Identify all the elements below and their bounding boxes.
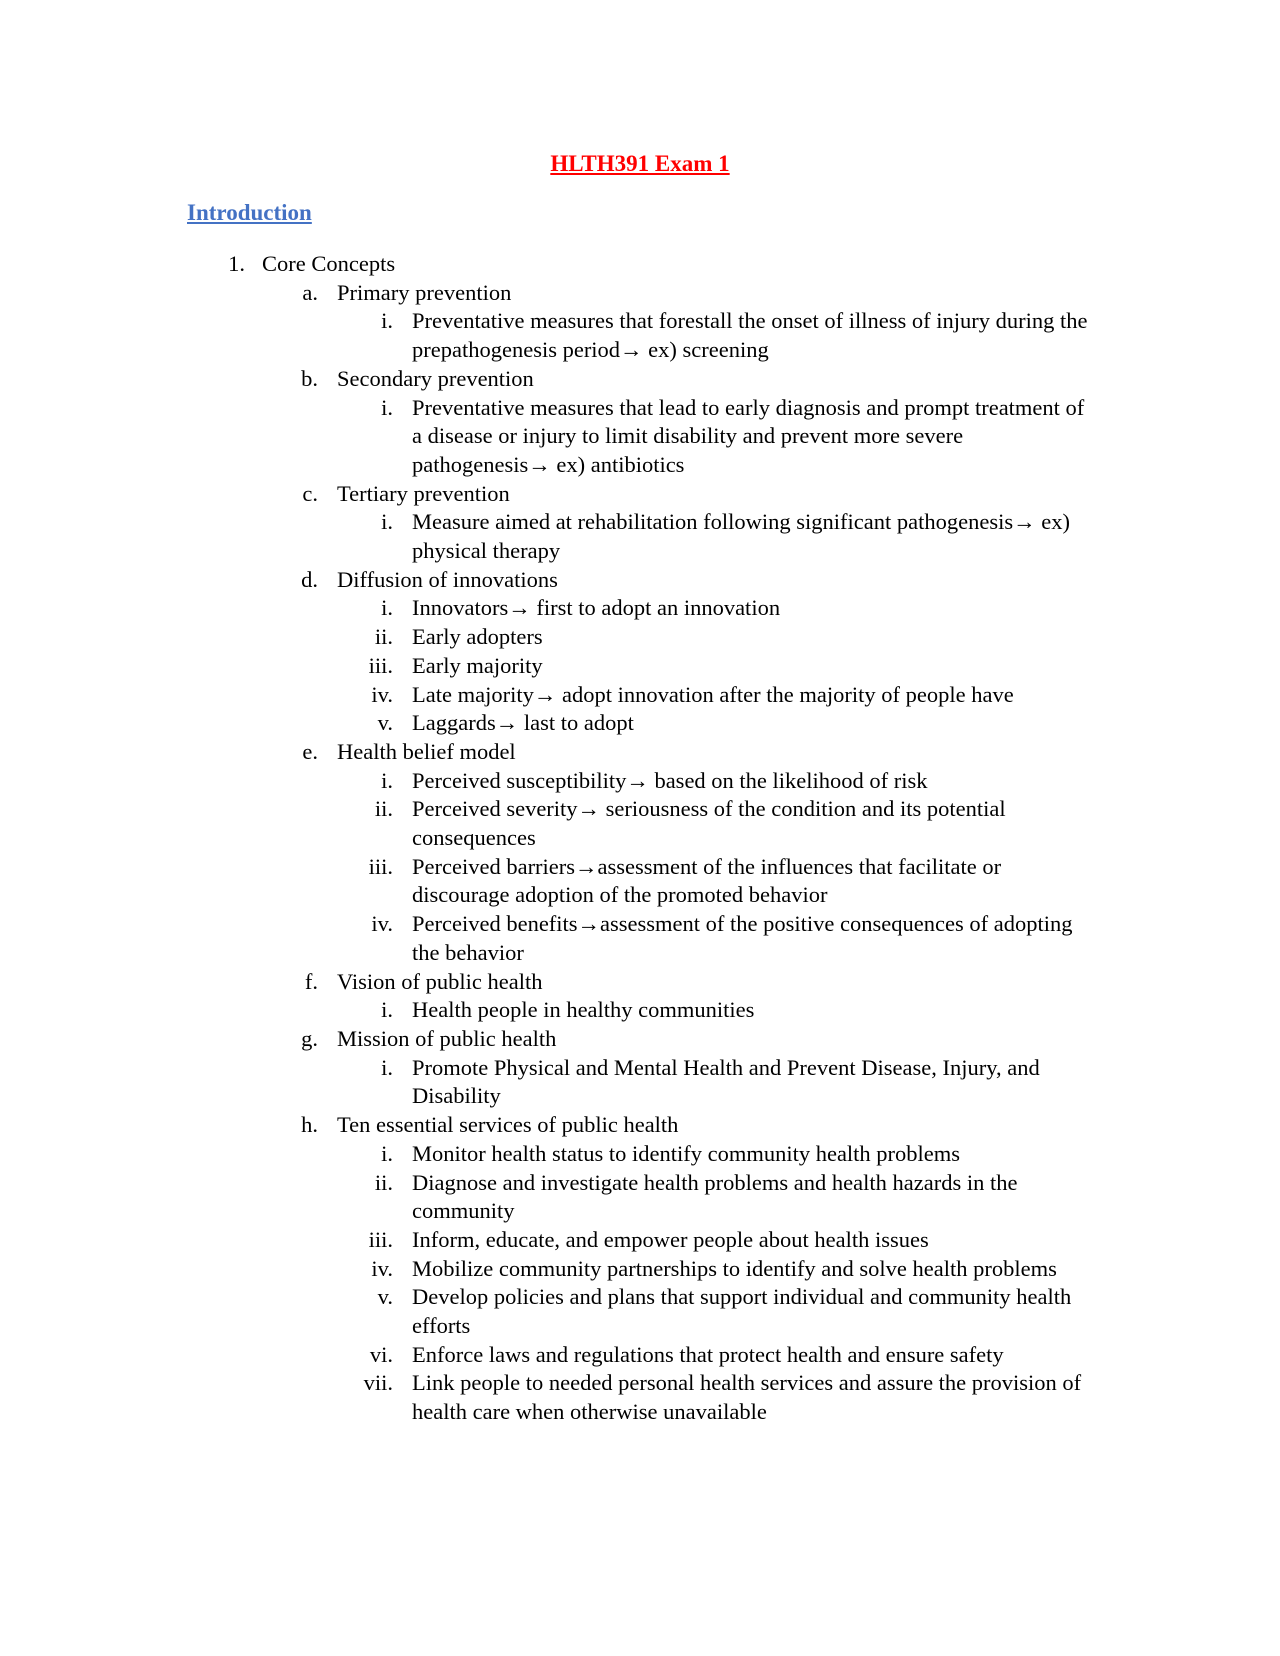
list-item-text: Laggards→ last to adopt <box>412 710 634 736</box>
list-item-text: Promote Physical and Mental Health and Prevent Disease, Injury, and Disability <box>412 1054 1040 1109</box>
list-item-text: Mission of public health <box>337 1025 557 1051</box>
outline-item-level3 <box>0 1369 1280 1426</box>
outline-item-level3 <box>0 681 1280 710</box>
outline-item-level3 <box>0 394 1280 480</box>
list-marker: iii. <box>368 1226 393 1252</box>
list-marker: ii. <box>374 796 393 822</box>
list-marker: i. <box>381 997 393 1023</box>
outline-item-level3 <box>0 623 1280 652</box>
list-item-text: Monitor health status to identify community health problems <box>412 1140 961 1166</box>
list-marker: iv. <box>371 911 393 937</box>
list-item-text: Primary prevention <box>337 279 512 305</box>
list-marker: b. <box>301 365 318 391</box>
outline-item-level3 <box>0 1140 1280 1169</box>
outline-item-level3 <box>0 795 1280 852</box>
outline-item-level3 <box>0 853 1280 910</box>
outline-item-level2 <box>0 968 1280 997</box>
outline-item-level3 <box>0 1255 1280 1284</box>
list-item-text: Perceived severity→ seriousness of the condition and its potential consequences <box>412 796 1006 851</box>
list-item-text: Inform, educate, and empower people about health issues <box>412 1226 929 1252</box>
list-item-text: Perceived susceptibility→ based on the likelihood of risk <box>412 767 928 793</box>
outline-item-level3 <box>0 1341 1280 1370</box>
list-marker: c. <box>302 480 318 506</box>
outline-item-level1 <box>0 250 1280 279</box>
list-marker: i. <box>381 308 393 334</box>
outline-item-level2 <box>0 1025 1280 1054</box>
list-item-text: Innovators→ first to adopt an innovation <box>412 595 781 621</box>
list-marker: g. <box>301 1025 318 1051</box>
list-marker: i. <box>381 1140 393 1166</box>
outline-item-level2 <box>0 1111 1280 1140</box>
outline-item-level2 <box>0 279 1280 308</box>
list-item-text: Perceived barriers→assessment of the influences that facilitate or discourage adoption of the promoted behavior <box>412 853 1002 908</box>
list-marker: iii. <box>368 652 393 678</box>
outline-item-level3 <box>0 1169 1280 1226</box>
list-marker: i. <box>381 767 393 793</box>
list-item-text: Early majority <box>412 652 543 678</box>
list-marker: h. <box>301 1112 318 1138</box>
outline-item-level3 <box>0 652 1280 681</box>
list-marker: vi. <box>369 1341 393 1367</box>
outline-item-level3 <box>0 709 1280 738</box>
list-marker: v. <box>377 1284 393 1310</box>
outline-item-level2 <box>0 738 1280 767</box>
list-item-text: Perceived benefits→assessment of the positive consequences of adopting the behavior <box>412 911 1073 965</box>
outline-item-level2 <box>0 566 1280 595</box>
section-heading: Introduction <box>187 200 312 225</box>
list-marker: i. <box>381 509 393 535</box>
list-marker: f. <box>304 968 318 994</box>
list-item-text: Core Concepts <box>262 251 396 276</box>
outline-item-level3 <box>0 508 1280 565</box>
list-marker: i. <box>381 394 393 420</box>
list-item-text: Ten essential services of public health <box>337 1112 679 1138</box>
outline-item-level3 <box>0 910 1280 967</box>
list-item-text: Health belief model <box>337 738 516 764</box>
list-marker: iii. <box>368 853 393 879</box>
list-item-text: Preventative measures that lead to early diagnosis and prompt treatment of a disease or injury to limit disability and prevent more severe pathogenesis→ ex) antibiotics <box>412 394 1085 477</box>
list-item-text: Preventative measures that forestall the onset of illness of injury during the prepathogenesis period→ ex) screening <box>412 308 1088 363</box>
list-item-text: Mobilize community partnerships to identify and solve health problems <box>412 1255 1057 1281</box>
list-item-text: Diffusion of innovations <box>337 566 558 592</box>
list-marker: d. <box>301 566 318 592</box>
list-marker: vii. <box>363 1370 393 1396</box>
list-marker: v. <box>377 710 393 736</box>
list-marker: i. <box>381 1054 393 1080</box>
list-item-text: Late majority→ adopt innovation after the majority of people have <box>412 681 1014 707</box>
outline-item-level3 <box>0 996 1280 1025</box>
list-item-text: Link people to needed personal health services and assure the provision of health care when otherwise unavailable <box>412 1370 1082 1425</box>
list-item-text: Secondary prevention <box>337 365 534 391</box>
list-item-text: Early adopters <box>412 624 543 650</box>
list-marker: ii. <box>374 624 393 650</box>
list-item-text: Develop policies and plans that support individual and community health efforts <box>412 1284 1072 1339</box>
outline-item-level3 <box>0 307 1280 364</box>
list-marker: iv. <box>371 1255 393 1281</box>
outline-item-level3 <box>0 594 1280 623</box>
list-item-text: Tertiary prevention <box>337 480 510 506</box>
list-marker: 1. <box>228 251 245 276</box>
list-marker: ii. <box>374 1169 393 1195</box>
list-marker: a. <box>302 279 318 305</box>
outline-list <box>0 250 1280 1427</box>
outline-item-level3 <box>0 1283 1280 1340</box>
outline-item-level3 <box>0 1226 1280 1255</box>
list-marker: i. <box>381 595 393 621</box>
document-title: HLTH391 Exam 1 <box>550 151 730 176</box>
list-item-text: Measure aimed at rehabilitation following significant pathogenesis→ ex) physical therapy <box>412 509 1070 564</box>
list-marker: e. <box>302 738 318 764</box>
list-item-text: Vision of public health <box>337 968 543 994</box>
outline-body <box>0 279 1280 1427</box>
outline-item-level2 <box>0 480 1280 509</box>
list-item-text: Enforce laws and regulations that protect health and ensure safety <box>412 1341 1004 1367</box>
list-item-text: Diagnose and investigate health problems and health hazards in the community <box>412 1169 1018 1224</box>
outline-item-level2 <box>0 365 1280 394</box>
outline-item-level3 <box>0 767 1280 796</box>
list-marker: iv. <box>371 681 393 707</box>
list-item-text: Health people in healthy communities <box>412 997 755 1023</box>
outline-item-level3 <box>0 1054 1280 1111</box>
